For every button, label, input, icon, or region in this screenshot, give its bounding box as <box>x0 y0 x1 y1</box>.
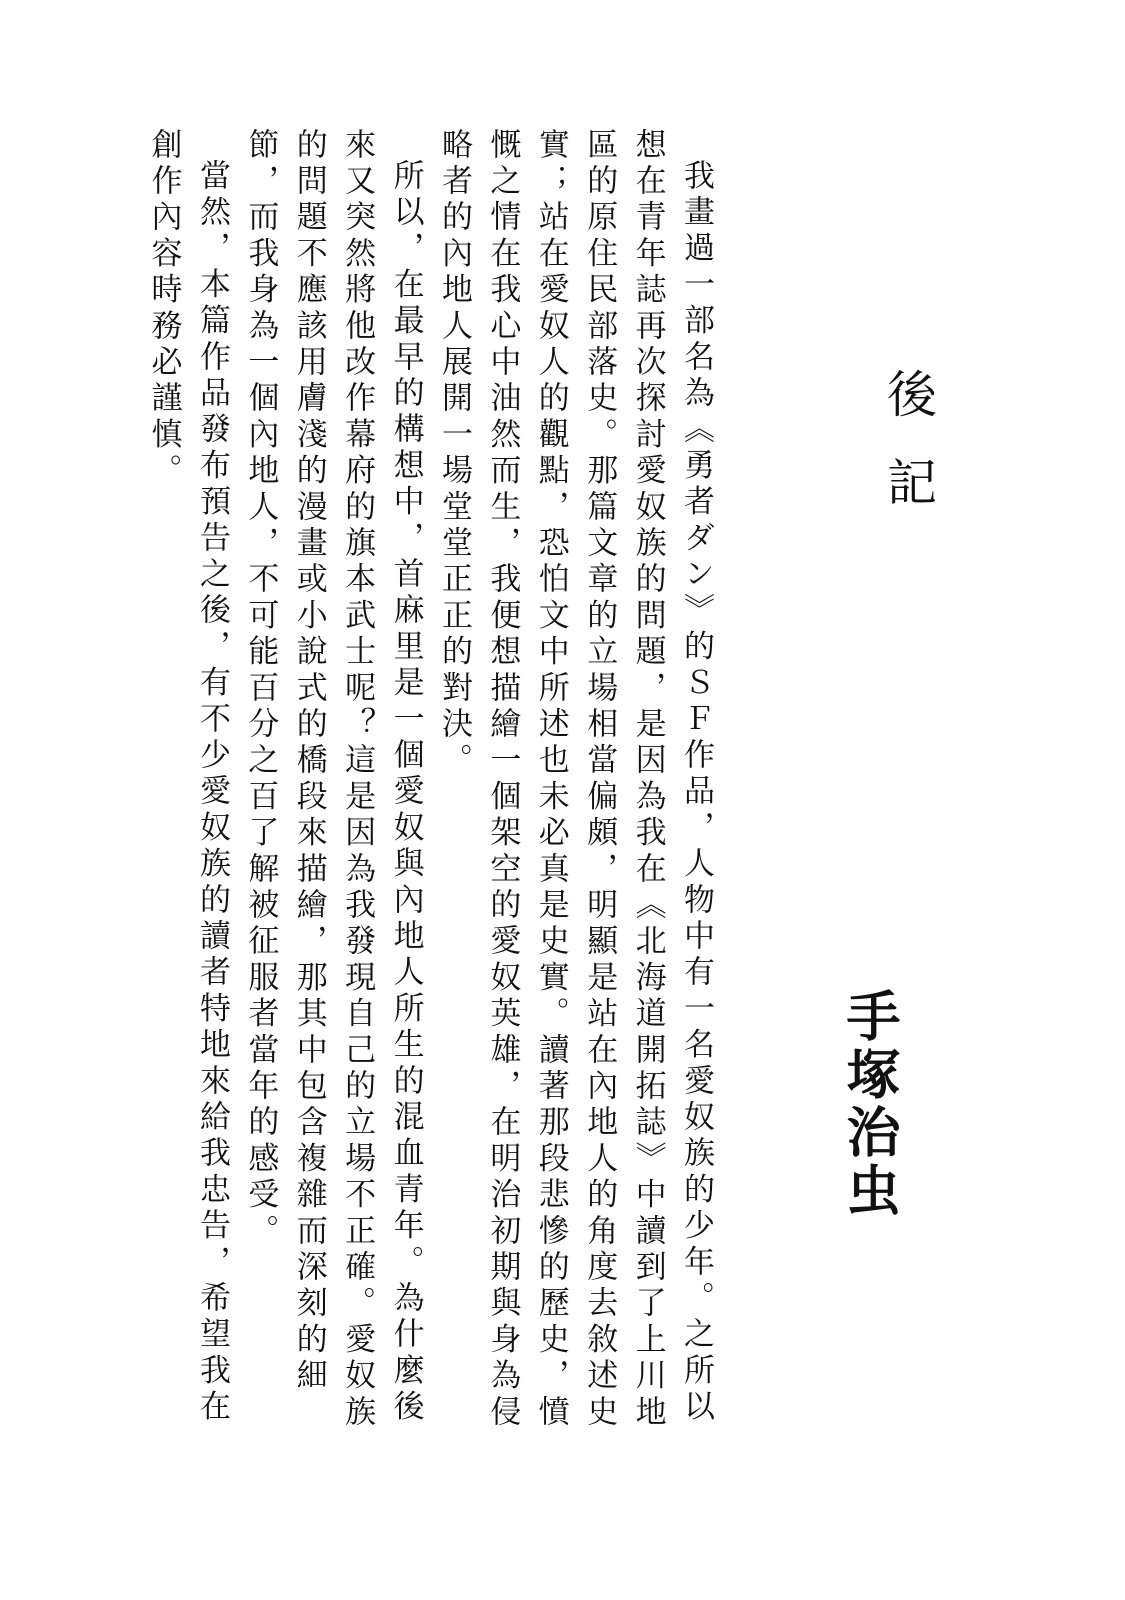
page-title: 後記 <box>879 368 937 544</box>
paragraph-2: 所以，在最早的構想中，首麻里是一個愛奴與內地人所生的混血青年。為什麼後來又突然將他改作幕府的旗本武士呢？這是因為我發現自己的立場不正確。愛奴族的問題不應該用膚淺的漫畫或小說式的橋段來描繪，那其中包含複雜而深刻的細節，而我身為一個內地人，不可能百分之百了解被征服者當年的感受。 <box>242 128 424 1432</box>
paragraph-1: 我畫過一部名為《勇者ダン》的ＳＦ作品，人物中有一名愛奴族的少年。之所以想在青年誌再次探討愛奴族的問題，是因為我在《北海道開拓誌》中讀到了上川地區的原住民部落史。那篇文章的立場相當偏頗，明顯是站在內地人的角度去敘述史實；站在愛奴人的觀點，恐怕文中所述也未必真是史實。讀著那段悲慘的歷史，憤慨之情在我心中油然而生，我便想描繪一個架空的愛奴英雄，在明治初期與身為侵略者的內地人展開一場堂堂正正的對決。 <box>435 128 714 1432</box>
author-name: 手塚治虫 <box>838 988 902 1220</box>
paragraph-3: 當然，本篇作品發布預告之後，有不少愛奴族的讀者特地來給我忠告，希望我在創作內容時務必謹慎。 <box>145 128 230 1426</box>
afterword-body <box>140 128 720 1458</box>
